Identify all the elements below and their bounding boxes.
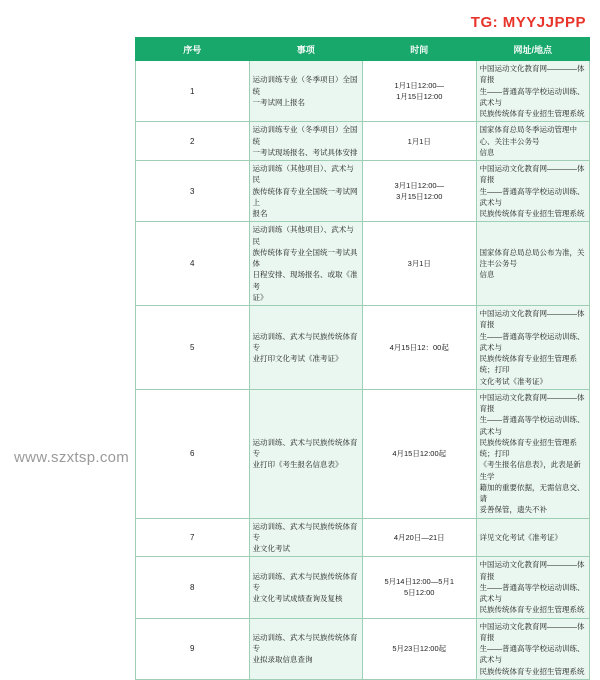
text-line: 1月1日12:00— [394, 80, 445, 90]
text-line: 生——普通高等学校运动训练、武术与 [479, 415, 585, 436]
cell-event [249, 389, 363, 518]
text-line: 文化考试《准考证》 [479, 376, 547, 386]
column-header-event: 事项 [249, 38, 363, 61]
text-line: 妥善保管，遗失不补 [479, 505, 547, 515]
text-line: 生——普通高等学校运动训练、武术与 [479, 582, 585, 603]
cell-time [363, 161, 477, 222]
text-line: 运动训练专业（冬季项目）全国统 [252, 125, 358, 146]
cell-event [249, 518, 363, 557]
column-header-place: 网址/地点 [476, 38, 590, 61]
watermark-bottom-left: www.szxtsp.com [14, 449, 130, 466]
table-body [136, 61, 590, 680]
text-line: 运动训练、武术与民族传统体育专 [252, 437, 358, 458]
cell-event [249, 306, 363, 390]
cell-place [476, 61, 590, 122]
cell-event [249, 618, 363, 679]
cell-time [363, 557, 477, 618]
text-line: 民族传统体育专业招生管理系统；打印 [479, 354, 577, 375]
table-header [136, 38, 590, 61]
text-line: 族传统体育专业全国统一考试网上 [252, 186, 358, 207]
cell-index: 3 [136, 161, 250, 222]
cell-place [476, 122, 590, 161]
text-line: 报名 [252, 209, 268, 218]
watermark-top-right: TG: MYYJJPPP [470, 14, 586, 31]
text-line: 中国运动文化教育网————体育报 [479, 309, 585, 330]
text-line: 日程安排、现场报名、或取《准考 [252, 270, 358, 291]
cell-event [249, 222, 363, 306]
schedule-table [135, 37, 590, 680]
text-line: 中国运动文化教育网————体育报 [479, 392, 585, 413]
text-line: 运动训练专业（冬季项目）全国统 [252, 75, 358, 96]
cell-event [249, 557, 363, 618]
text-line: 中国运动文化教育网————体育报 [479, 621, 585, 642]
text-line: 民族传统体育专业招生管理系统 [479, 666, 585, 676]
text-line: 业打印文化考试《准考证》 [252, 354, 343, 363]
text-line: 国家体育总局总局公布为准，关注丰公务号 [479, 247, 585, 268]
schedule-table-container [135, 37, 590, 680]
text-line: 证》 [252, 292, 268, 302]
table-row [136, 61, 590, 122]
text-line: 中国运动文化教育网————体育报 [479, 164, 585, 185]
cell-index: 8 [136, 557, 250, 618]
text-line: 运动训练（其他项目）、武术与民 [252, 225, 354, 246]
text-line: 生——普通高等学校运动训练、武术与 [479, 86, 585, 107]
text-line: 3月1日 [407, 259, 431, 268]
text-line: 生——普通高等学校运动训练、武术与 [479, 331, 585, 352]
cell-place [476, 389, 590, 518]
text-line: 族传统体育专业全国统一考试具体 [252, 247, 358, 268]
text-line: 信息 [479, 270, 495, 280]
text-line: 业拟录取信息查询 [252, 655, 313, 665]
cell-index: 1 [136, 61, 250, 122]
cell-event [249, 122, 363, 161]
cell-place [476, 518, 590, 557]
table-row [136, 518, 590, 557]
text-line: 3月1日12:00— [394, 180, 445, 190]
text-line: 民族传统体育专业招生管理系统 [479, 209, 585, 218]
text-line: 5月14日12:00—5月1 [384, 577, 455, 587]
cell-event [249, 61, 363, 122]
table-row [136, 161, 590, 222]
cell-index: 9 [136, 618, 250, 679]
cell-index: 6 [136, 389, 250, 518]
text-line: 1月1日 [407, 136, 431, 146]
text-line: 中国运动文化教育网————体育报 [479, 560, 585, 581]
cell-event [249, 161, 363, 222]
text-line: 生——普通高等学校运动训练、武术与 [479, 644, 585, 665]
cell-time [363, 122, 477, 161]
text-line: 业文化考试成绩查询及复核 [252, 594, 343, 603]
cell-place [476, 618, 590, 679]
cell-time [363, 618, 477, 679]
text-line: 民族传统体育专业招生管理系统 [479, 109, 585, 118]
table-row [136, 618, 590, 679]
cell-index: 2 [136, 122, 250, 161]
text-line: 详见文化考试《准考证》 [479, 532, 562, 542]
table-row [136, 557, 590, 618]
text-line: 一考试现场报名、考试具体安排 [252, 147, 358, 157]
text-line: 运动训练、武术与民族传统体育专 [252, 521, 358, 542]
text-line: 民族传统体育专业招生管理系统 [479, 605, 585, 615]
cell-index: 7 [136, 518, 250, 557]
text-line: 4月20日—21日 [393, 532, 445, 542]
text-line: 4月15日12：00起 [389, 342, 449, 352]
cell-place [476, 222, 590, 306]
text-line: 信息 [479, 147, 495, 157]
text-line: 生——普通高等学校运动训练、武术与 [479, 186, 585, 207]
cell-time [363, 222, 477, 306]
cell-time [363, 518, 477, 557]
text-line: 3月15日12:00 [396, 192, 443, 202]
text-line: 运动训练、武术与民族传统体育专 [252, 571, 358, 592]
text-line: 4月15日12:00起 [392, 449, 447, 458]
cell-place [476, 557, 590, 618]
cell-place [476, 306, 590, 390]
text-line: 运动训练、武术与民族传统体育专 [252, 632, 358, 653]
text-line: 业打印《考生报名信息表》 [252, 460, 343, 470]
column-header-index: 序号 [136, 38, 250, 61]
cell-place [476, 161, 590, 222]
cell-time [363, 61, 477, 122]
table-row [136, 222, 590, 306]
table-row [136, 389, 590, 518]
cell-index: 5 [136, 306, 250, 390]
cell-index: 4 [136, 222, 250, 306]
text-line: 运动训练（其他项目）、武术与民 [252, 164, 354, 185]
text-line: 5月23日12:00起 [392, 644, 447, 653]
table-row [136, 122, 590, 161]
text-line: 一考试网上报名 [252, 97, 305, 107]
text-line: 国家体育总局冬季运动管理中心、关注丰公务号 [479, 125, 577, 146]
column-header-time: 时间 [363, 38, 477, 61]
text-line: 运动训练、武术与民族传统体育专 [252, 331, 358, 352]
text-line: 民族传统体育专业招生管理系统；打印 [479, 437, 577, 458]
cell-time [363, 389, 477, 518]
cell-time [363, 306, 477, 390]
text-line: 籍加的重要依据，无需信息交、请 [479, 482, 585, 503]
text-line: 中国运动文化教育网————体育报 [479, 64, 585, 85]
text-line: 5日12:00 [404, 588, 435, 598]
text-line: 《考生报名信息表》，此表是新生学 [479, 460, 581, 481]
text-line: 业文化考试 [252, 544, 290, 553]
text-line: 1月15日12:00 [396, 92, 443, 102]
table-row [136, 306, 590, 390]
table-header-row [136, 38, 590, 61]
